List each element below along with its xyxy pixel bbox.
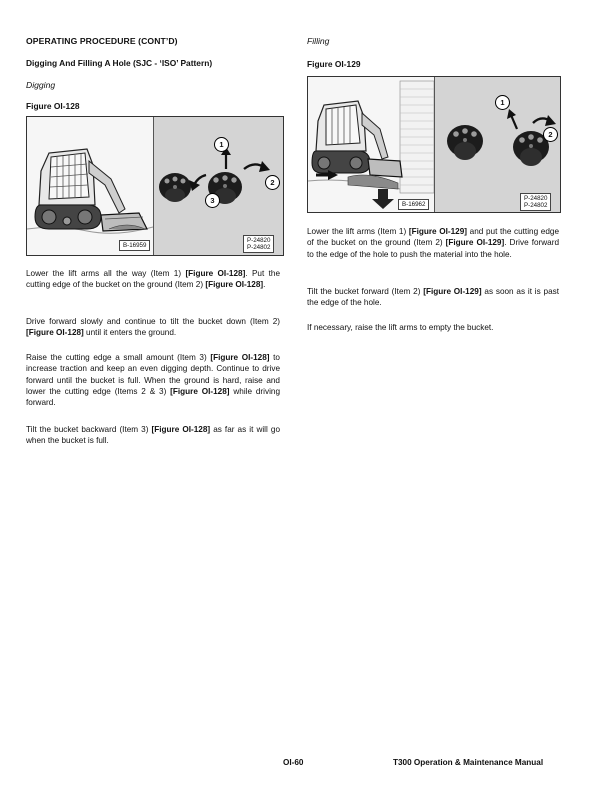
callout-1: 1 bbox=[214, 137, 229, 152]
paragraph-raise-edge: Raise the cutting edge a small amount (Item 3) [Figure OI-128] to increase traction and keep an even digging depth. Continue to drive forward until the bucket is full. When the ground is hard, raise and lower the cutting edge (Items 2 & 3) [Figure OI-128] while driving forward. bbox=[26, 353, 280, 408]
paragraph-drive-forward: Drive forward slowly and continue to tilt the bucket down (Item 2) [Figure OI-128] until it enters the ground. bbox=[26, 317, 280, 338]
control-tag-line-1: P-24820 bbox=[524, 195, 548, 202]
loader-digging-illustration bbox=[27, 117, 153, 255]
callout-3: 3 bbox=[205, 193, 220, 208]
paragraph-lower-lift: Lower the lift arms all the way (Item 1) [Figure OI-128]. Put the cutting edge of the bucket on the ground (Item 2) [Figure OI-128]. bbox=[26, 269, 280, 290]
figure-128 bbox=[26, 116, 284, 256]
control-tag bbox=[243, 235, 274, 253]
callout-2: 2 bbox=[543, 127, 558, 142]
loader-filling-illustration bbox=[308, 77, 434, 212]
page-number: OI-60 bbox=[283, 758, 304, 767]
figure-129-label: Figure OI-129 bbox=[307, 59, 361, 69]
digging-label: Digging bbox=[26, 80, 56, 90]
callout-2: 2 bbox=[265, 175, 280, 190]
paragraph-raise-empty: If necessary, raise the lift arms to empty the bucket. bbox=[307, 323, 494, 332]
callout-1: 1 bbox=[495, 95, 510, 110]
filling-label: Filling bbox=[307, 36, 330, 46]
photo-tag: B-16959 bbox=[119, 240, 150, 251]
figure-128-label: Figure OI-128 bbox=[26, 101, 80, 111]
control-tag-line-2: P-24802 bbox=[247, 244, 271, 251]
control-tag bbox=[520, 193, 551, 211]
control-tag-line-1: P-24820 bbox=[247, 237, 271, 244]
figure-129 bbox=[307, 76, 561, 213]
paragraph-lower-lift-filling: Lower the lift arms (Item 1) [Figure OI-129] and put the cutting edge of the bucket on the ground (Item 2) [Figure OI-129]. Drive forward to the edge of the hole to push the material into the hole. bbox=[307, 227, 560, 259]
left-joystick-icon bbox=[447, 125, 483, 160]
manual-title: T300 Operation & Maintenance Manual bbox=[393, 758, 544, 767]
section-heading: OPERATING PROCEDURE (CONT’D) bbox=[26, 36, 178, 46]
paragraph-tilt-backward: Tilt the bucket backward (Item 3) [Figure OI-128] as far as it will go when the bucket is full. bbox=[26, 425, 280, 446]
left-joystick-icon bbox=[159, 173, 191, 202]
control-tag-line-2: P-24802 bbox=[524, 202, 548, 209]
paragraph-tilt-forward: Tilt the bucket forward (Item 2) [Figure OI-129] as soon as it is past the edge of the hole. bbox=[307, 287, 560, 308]
subsection-heading: Digging And Filling A Hole (SJC - ‘ISO’ Pattern) bbox=[26, 58, 213, 68]
photo-tag: B-16962 bbox=[398, 199, 429, 210]
